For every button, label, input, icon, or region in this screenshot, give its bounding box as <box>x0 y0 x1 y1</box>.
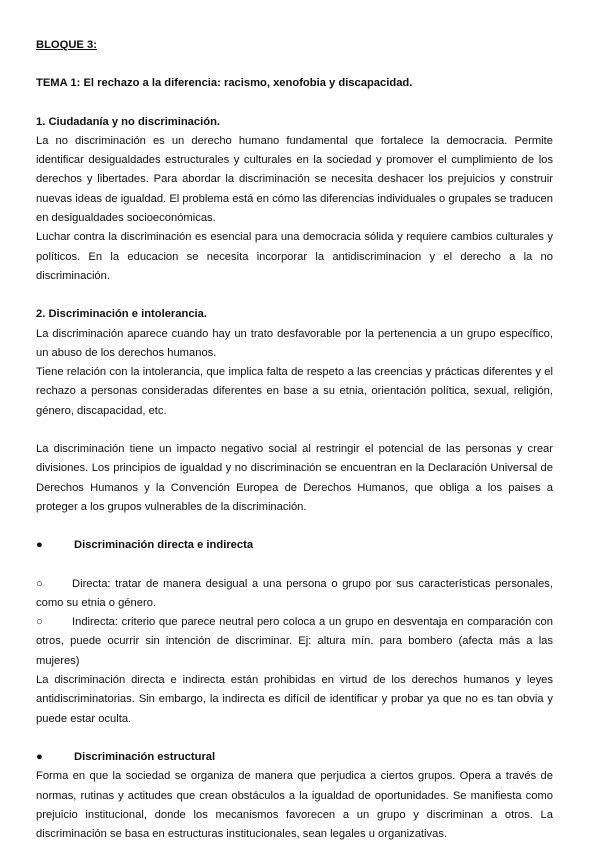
bullet1-paragraph: La discriminación directa e indirecta están prohibidas en virtud de los derechos humanos y leyes antidiscriminatorias. Sin embargo, la indirecta es difícil de identificar y probar ya que no es tan obvia y puede estar oculta. <box>36 674 553 725</box>
topic-title: TEMA 1: El rechazo a la diferencia: racismo, xenofobia y discapacidad. <box>36 77 413 90</box>
section2-paragraph: Tiene relación con la intolerancia, que implica falta de respeto a las creencias y prácticas diferentes y el rechazo a personas consideradas diferentes en base a su etnia, orientación política, sexual, religión, género, discapacidad, etc. <box>36 366 553 417</box>
spacer <box>36 517 553 536</box>
spacer <box>36 94 553 113</box>
section1-paragraph: Luchar contra la discriminación es esencial para una democracia sólida y requiere cambios culturales y políticos. En la educacion se necesita incorporar la antidiscriminacion y el derecho a la no discriminación. <box>36 231 553 282</box>
section2-paragraph: La discriminación aparece cuando hay un trato desfavorable por la pertenencia a un grupo específico, un abuso de los derechos humanos. <box>36 327 553 359</box>
sub-item-text: Indirecta: criterio que parece neutral pero coloca a un grupo en desventaja en comparación con otros, puede ocurrir sin intención de discriminar. Ej: altura mín. para bombero (afecta más a las mujeres) <box>36 616 553 667</box>
spacer <box>36 55 553 74</box>
bullet-title: Discriminación estructural <box>74 750 216 763</box>
sub-item <box>36 613 553 671</box>
bullet-icon: ● <box>36 539 43 552</box>
bullet2-paragraph: Forma en que la sociedad se organiza de manera que perjudica a ciertos grupos. Opera a través de normas, rutinas y actitudes que crean obstáculos a la igualdad de oportunidades. Se manifiesta como prejuicio institucional, donde los mecanismos favorecen a un grupo y discriminan a otros. La discriminación se basa en estructuras institucionales, sean legales u organizativas. <box>36 770 553 841</box>
circle-bullet-icon: ○ <box>36 616 43 629</box>
spacer <box>36 556 553 575</box>
section1-paragraph: La no discriminación es un derecho humano fundamental que fortalece la democracia. Permite identificar desigualdades estructurales y culturales en la sociedad y promover el cumplimiento de los derechos y libertades. Para abordar la discriminación se necesita deshacer los prejuicios y construir nuevas ideas de igualdad. El problema está en cómo las diferencias individuales o grupales se traducen en desigualdades socioeconómicas. <box>36 134 553 225</box>
spacer <box>36 421 553 440</box>
spacer <box>36 729 553 748</box>
bullet-icon: ● <box>36 750 43 763</box>
spacer <box>36 286 553 305</box>
bullet-title: Discriminación directa e indirecta <box>74 539 254 552</box>
section2-heading: 2. Discriminación e intolerancia. <box>36 308 207 321</box>
sub-item <box>36 575 553 614</box>
bullet-heading <box>36 748 553 767</box>
bullet-heading <box>36 536 553 555</box>
section2-paragraph: La discriminación tiene un impacto negativo social al restringir el potencial de las personas y crear divisiones. Los principios de igualdad y no discriminación se encuentran en la Declaración Universal de Derechos Humanos y la Convención Europea de Derechos Humanos, que obliga a los paises a proteger a los grupos vulnerables de la discriminación. <box>36 443 553 513</box>
sub-item-text: Directa: tratar de manera desigual a una persona o grupo por sus características personales, como su etnia o género. <box>36 577 553 609</box>
section1-heading: 1. Ciudadanía y no discriminación. <box>36 115 221 128</box>
block-label: BLOQUE 3: <box>36 39 97 51</box>
circle-bullet-icon: ○ <box>36 577 43 590</box>
